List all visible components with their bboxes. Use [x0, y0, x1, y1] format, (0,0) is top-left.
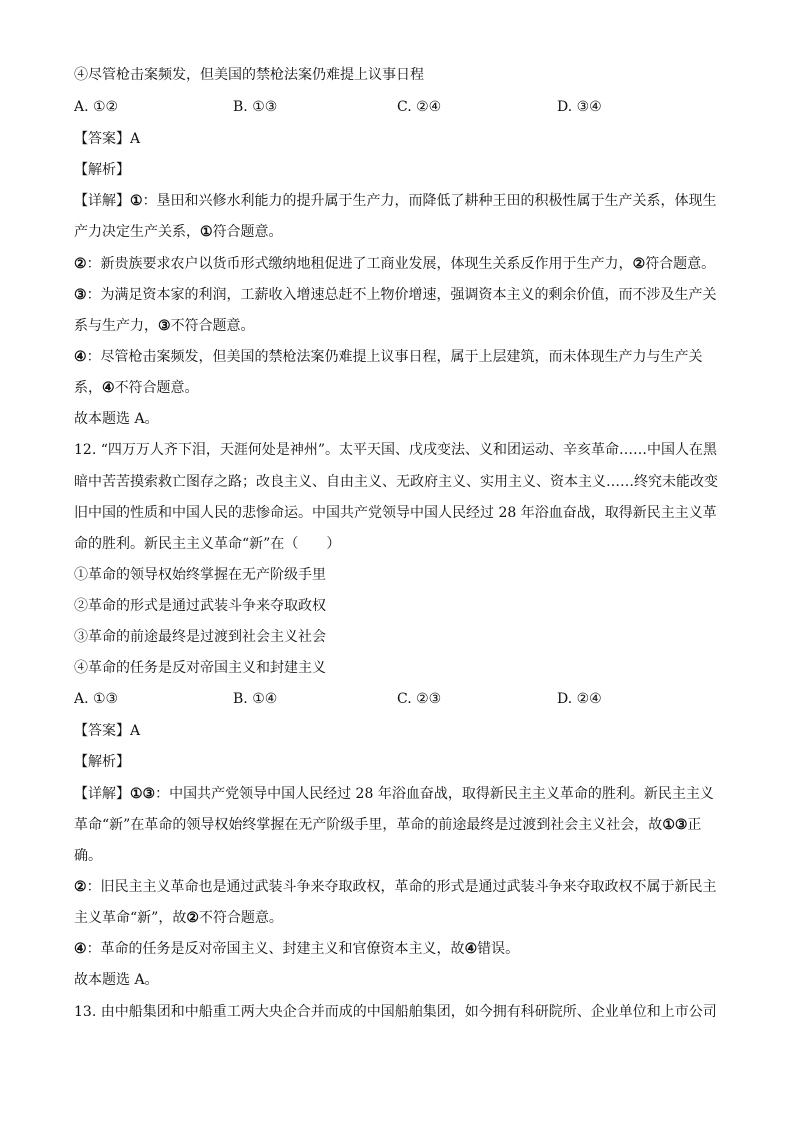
circled-number: ①③ — [662, 817, 688, 833]
q11-conclusion: 故本题选 A。 — [74, 411, 159, 427]
detail-text: 不符合题意。 — [170, 318, 255, 334]
q13-stem-line-1: 13. 由中船集团和中船重工两大央企合并而成的中国船舶集团，如今拥有科研院所、企业单位和上市公司 — [74, 1004, 717, 1020]
q12-item-1: ①革命的领导权始终掌握在无产阶级手里 — [74, 567, 326, 583]
detail-text: ：垦田和兴修水利能力的提升属于生产力，而降低了耕种王田的积极性属于生产关系，体现生 — [142, 193, 717, 209]
circled-number: ④ — [464, 941, 478, 957]
q11-option-a: A. ①② — [74, 99, 119, 115]
q12-stem-line-2: 暗中苦苦摸索救亡图存之路；改良主义、自由主义、无政府主义、实用主义、资本主义……终究未能改变 — [74, 474, 718, 490]
detail-tag: 【详解】 — [74, 193, 130, 209]
detail-text: 系， — [74, 380, 102, 396]
answer-value: A — [130, 131, 141, 147]
circled-number: ④ — [74, 941, 87, 957]
q11-detail-2 — [74, 254, 715, 274]
detail-text: 正 — [687, 817, 702, 833]
q11-analysis-tag: 【解析】 — [74, 162, 130, 178]
detail-tag: 【详解】 — [74, 786, 130, 802]
q11-option-d: D. ③④ — [557, 99, 602, 115]
q11-detail-4-cont — [74, 378, 199, 398]
answer-tag: 【答案】 — [74, 131, 130, 147]
q12-option-d: D. ②④ — [557, 691, 602, 707]
q12-analysis-tag: 【解析】 — [74, 754, 130, 770]
q12-option-c: C. ②③ — [397, 691, 442, 707]
q12-stem-line-1: 12. “四万万人齐下泪，天涯何处是神州”。太平天国、戊戌变法、义和团运动、辛亥革命……中国人在黑 — [74, 442, 718, 458]
detail-text: ：旧民主主义革命也是通过武装斗争来夺取政权，革命的形式是通过武装斗争来夺取政权不属于新民主 — [86, 879, 717, 895]
detail-text: 不符合题意。 — [198, 910, 283, 926]
circled-number: ② — [74, 256, 87, 272]
detail-text: 错误。 — [477, 941, 520, 957]
q12-option-b: B. ①④ — [233, 691, 278, 707]
q12-item-2: ②革命的形式是通过武装斗争来夺取政权 — [74, 598, 326, 614]
detail-text: 系与生产力， — [74, 318, 158, 334]
q12-detail-2 — [74, 877, 717, 897]
q12-detail-1-cont — [74, 815, 701, 835]
q11-detail-1-cont — [74, 222, 283, 242]
circled-number: ③ — [158, 318, 171, 334]
detail-text: ：为满足资本家的利润，工薪收入增速总赶不上物价增速，强调资本主义的剩余价值，而不涉及生产关 — [86, 287, 717, 303]
q12-detail-2-cont — [74, 908, 283, 928]
circled-number: ② — [632, 256, 646, 272]
detail-text: 革命“新”在革命的领导权始终掌握在无产阶级手里，革命的前途最终是过渡到社会主义社会，故 — [74, 817, 663, 833]
detail-text: ：尽管枪击案频发，但美国的禁枪法案仍难提上议事日程，属于上层建筑，而未体现生产力与生产关 — [86, 349, 703, 365]
q12-option-a: A. ①③ — [74, 691, 119, 707]
detail-text: 符合题意。 — [212, 224, 283, 240]
circled-number: ④ — [102, 380, 115, 396]
q12-item-3: ③革命的前途最终是过渡到社会主义社会 — [74, 629, 326, 645]
detail-text: 主义革命“新”，故 — [74, 910, 187, 926]
detail-text: ：新贵族要求农户以货币形式缴纳地租促进了工商业发展，体现生关系反作用于生产力， — [86, 256, 633, 272]
detail-text: 产力决定生产关系， — [74, 224, 200, 240]
q11-detail-3-cont — [74, 316, 255, 336]
circled-number: ① — [200, 224, 213, 240]
circled-number: ① — [130, 193, 143, 209]
q11-option-c: C. ②④ — [397, 99, 442, 115]
answer-tag: 【答案】 — [74, 723, 130, 739]
q12-detail-1-end: 确。 — [74, 848, 102, 864]
q12-item-4: ④革命的任务是反对帝国主义和封建主义 — [74, 660, 326, 676]
circled-number: ④ — [74, 349, 87, 365]
circled-number: ①③ — [130, 786, 156, 802]
q12-stem-line-4: 命的胜利。新民主主义革命“新”在（ ） — [74, 536, 341, 552]
detail-text: 不符合题意。 — [114, 380, 199, 396]
q12-stem-line-3: 旧中国的性质和中国人民的悲惨命运。中国共产党领导中国人民经过 28 年浴血奋战，取得新民主主义革 — [74, 505, 717, 521]
q11-detail-1 — [74, 191, 717, 211]
q11-answer — [74, 129, 140, 149]
detail-text: ：中国共产党领导中国人民经过 28 年浴血奋战，取得新民主主义革命的胜利。新民主主义 — [155, 786, 714, 802]
q11-detail-4 — [74, 347, 703, 367]
q12-detail-1 — [74, 784, 714, 804]
circled-number: ② — [186, 910, 199, 926]
q12-answer — [74, 721, 140, 741]
q11-detail-3 — [74, 285, 717, 305]
q12-conclusion: 故本题选 A。 — [74, 972, 159, 988]
circled-number: ② — [74, 879, 87, 895]
circled-number: ③ — [74, 287, 87, 303]
detail-text: ：革命的任务是反对帝国主义、封建主义和官僚资本主义，故 — [86, 941, 465, 957]
q11-option-b: B. ①③ — [233, 99, 278, 115]
q12-detail-3 — [74, 939, 519, 959]
detail-text: 符合题意。 — [645, 256, 716, 272]
answer-value: A — [130, 723, 141, 739]
q11-item-4: ④尽管枪击案频发，但美国的禁枪法案仍难提上议事日程 — [74, 67, 424, 83]
